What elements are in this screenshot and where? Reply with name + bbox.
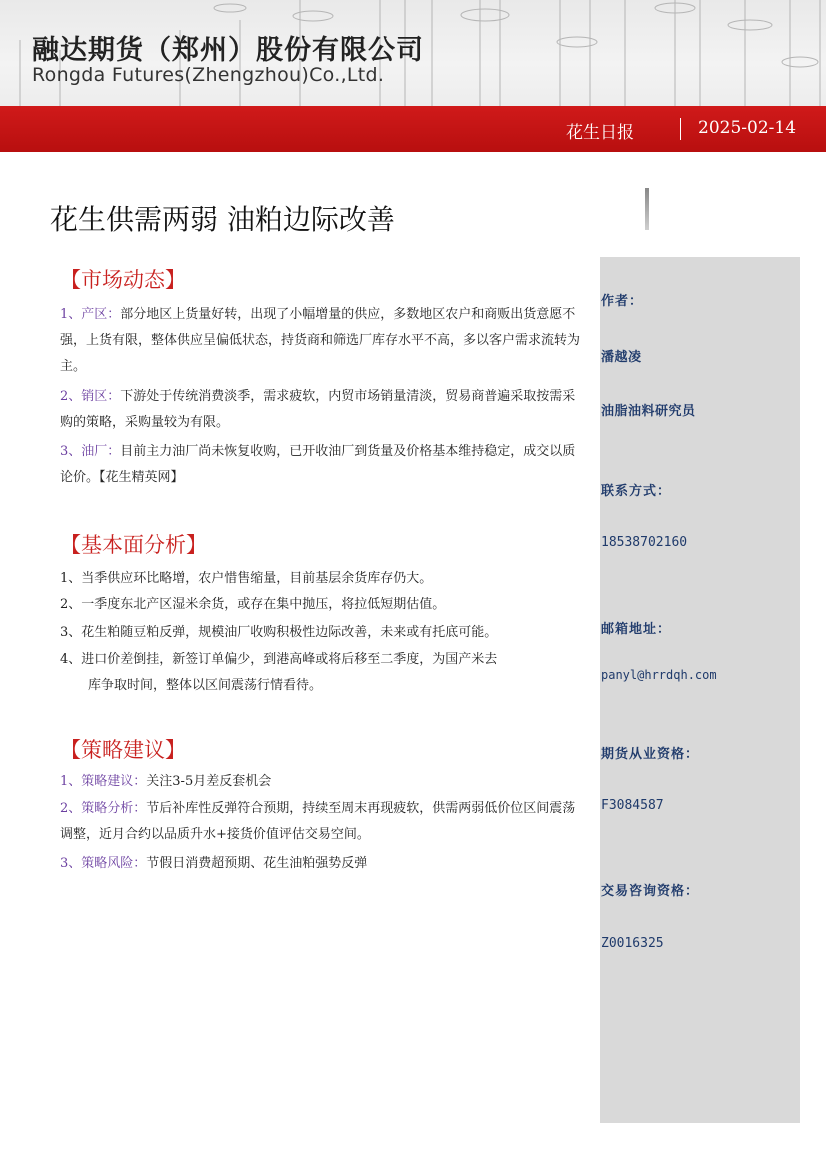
report-date: 2025-02-14 — [698, 118, 797, 138]
section-strategy-heading: 【策略建议】 — [60, 738, 186, 762]
advisory-qualification-number: Z0016325 — [601, 936, 664, 951]
strategy-item-text: 节后补库性反弹符合预期，持续至周末再现疲软，供需两弱低价位区间震荡调整，近月合约以品质升水+接货价值评估交易空间。 — [60, 801, 576, 842]
market-item-1 — [60, 302, 585, 380]
section-market-heading: 【市场动态】 — [60, 268, 186, 292]
strategy-item-1 — [60, 769, 585, 795]
fundamental-item-4-line1: 4、进口价差倒挂，新签订单偏少，到港高峰或将后移至二季度，为国产米去 — [60, 652, 498, 667]
contact-label: 联系方式： — [601, 484, 672, 499]
section-fundamental-heading: 【基本面分析】 — [60, 533, 207, 557]
strategy-item-label: 2、策略分析： — [60, 801, 147, 816]
author-sidebar — [600, 257, 800, 1123]
email-label: 邮箱地址： — [601, 622, 672, 637]
market-item-text: 目前主力油厂尚未恢复收购，已开收油厂到货量及价格基本维持稳定，成交以质论价。【花生精英网】 — [60, 444, 576, 485]
author-label: 作者： — [601, 294, 644, 309]
strategy-item-3 — [60, 851, 585, 877]
report-type: 花生日报 — [566, 123, 634, 143]
fundamental-item-1: 1、当季供应环比略增，农户惜售缩量，目前基层余货库存仍大。 — [60, 571, 433, 586]
strategy-item-label: 3、策略风险： — [60, 856, 147, 871]
fundamental-item-4 — [60, 647, 595, 699]
fundamental-item-2: 2、一季度东北产区湿米余货，或存在集中抛压，将拉低短期估值。 — [60, 597, 446, 612]
market-item-3 — [60, 439, 585, 491]
market-item-text: 下游处于传统消费淡季，需求疲软，内贸市场销量清淡，贸易商普遍采取按需采购的策略，采购量较为有限。 — [60, 389, 576, 430]
advisory-qualification-label: 交易咨询资格： — [601, 884, 700, 899]
strategy-item-label: 1、策略建议： — [60, 774, 147, 789]
market-item-label: 2、销区： — [60, 389, 121, 404]
market-item-label: 3、油厂： — [60, 444, 121, 459]
strategy-item-2 — [60, 796, 585, 848]
futures-qualification-number: F3084587 — [601, 798, 664, 813]
author-name: 潘越凌 — [601, 350, 642, 365]
fundamental-item-3: 3、花生粕随豆粕反弹，规模油厂收购积极性边际改善，未来或有托底可能。 — [60, 625, 498, 640]
fundamental-item-4-line2: 库争取时间，整体以区间震荡行情看待。 — [88, 678, 323, 693]
market-item-label: 1、产区： — [60, 307, 121, 322]
title-mark — [645, 188, 649, 230]
market-item-text: 部分地区上货量好转，出现了小幅增量的供应，多数地区农户和商贩出货意愿不强，上货有限，整体供应呈偏低状态，持货商和筛选厂库存水平不高，多以客户需求流转为主。 — [60, 307, 581, 374]
author-title: 油脂油料研究员 — [601, 404, 696, 419]
email-address[interactable]: panyl@hrrdqh.com — [601, 668, 717, 682]
company-name-cn: 融达期货（郑州）股份有限公司 — [32, 35, 424, 66]
page-title: 花生供需两弱 油粕边际改善 — [50, 203, 395, 236]
market-item-2 — [60, 384, 585, 436]
company-name-en: Rongda Futures(Zhengzhou)Co.,Ltd. — [32, 64, 385, 86]
strategy-item-text: 关注3-5月差反套机会 — [146, 774, 272, 789]
contact-phone: 18538702160 — [601, 535, 688, 550]
header-divider — [680, 118, 681, 140]
futures-qualification-label: 期货从业资格： — [601, 747, 700, 762]
strategy-item-text: 节假日消费超预期、花生油粕强势反弹 — [146, 856, 368, 871]
